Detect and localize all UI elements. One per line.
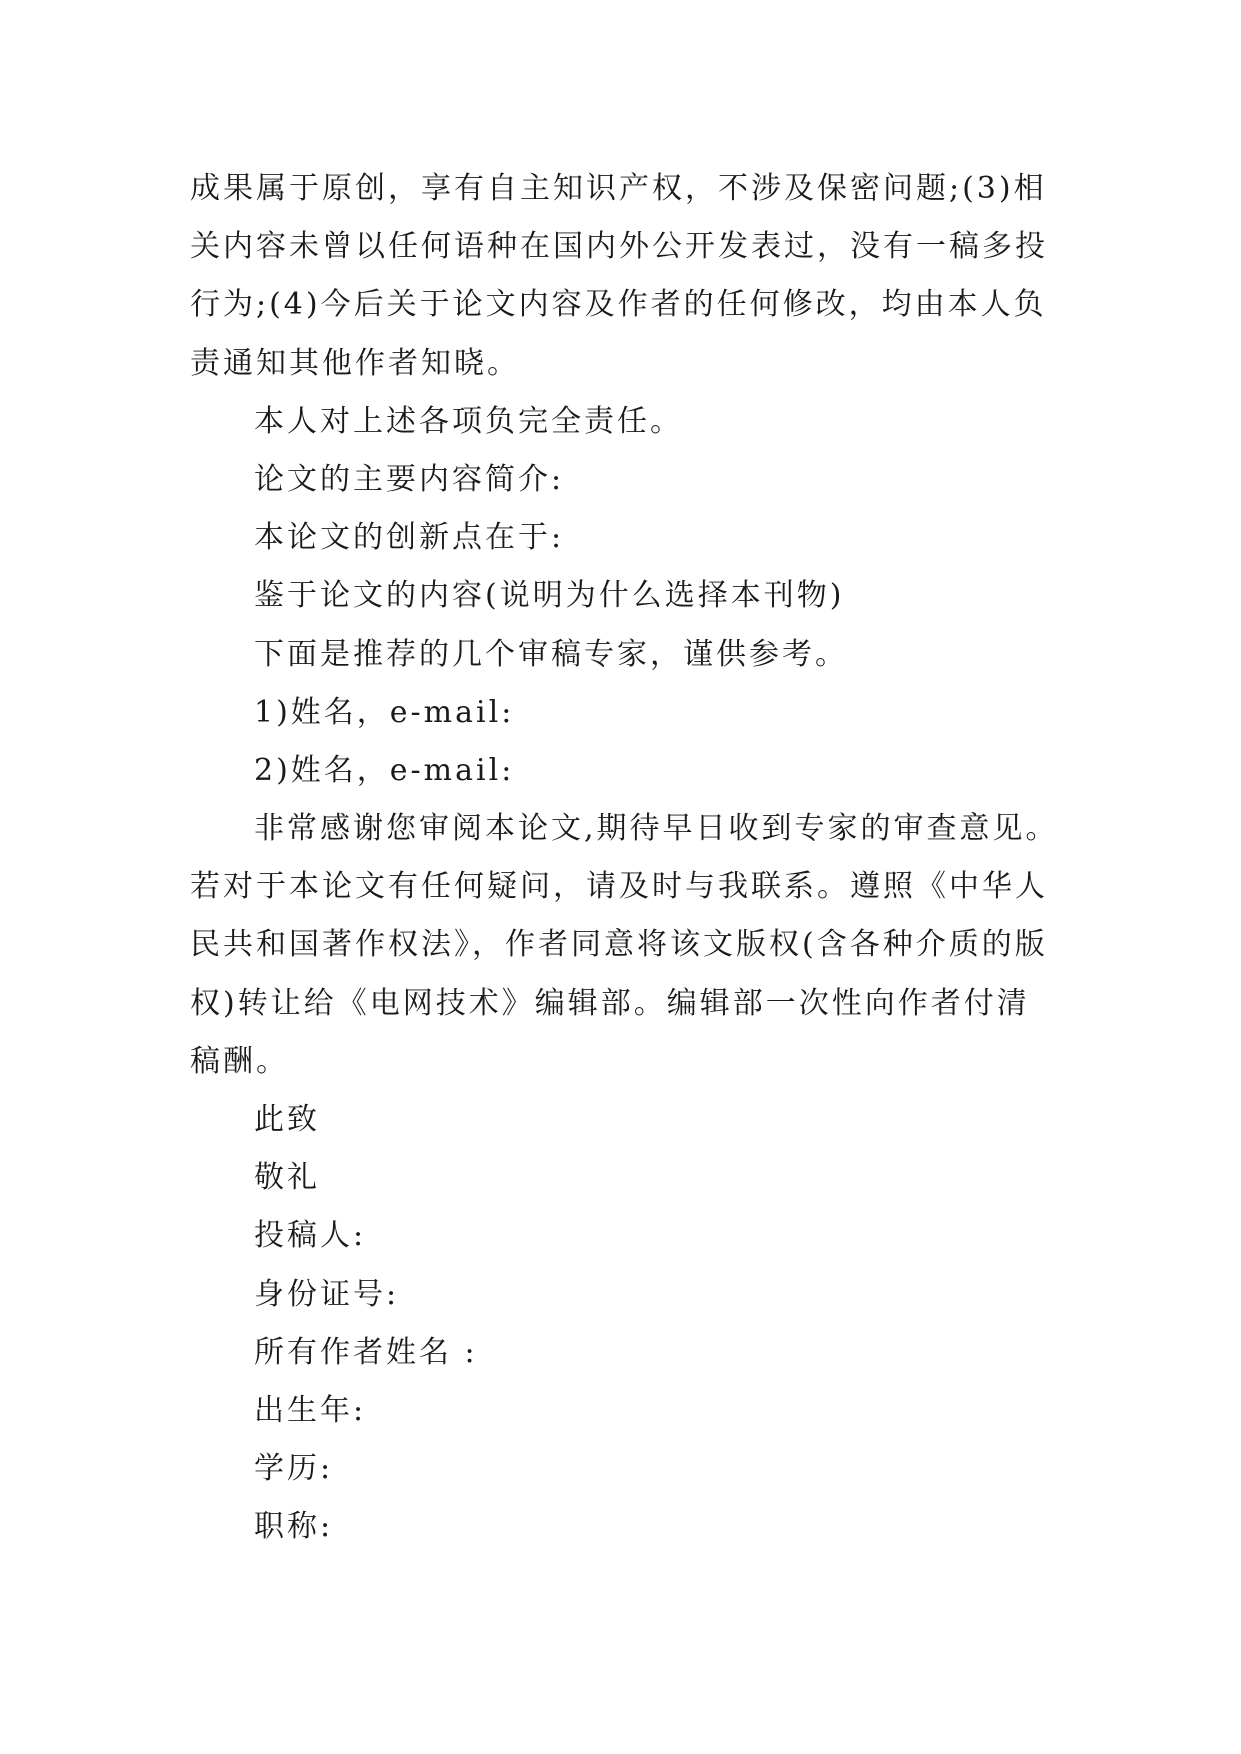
- responsibility-statement: 本人对上述各项负完全责任。: [254, 403, 683, 439]
- field-id-number: 身份证号:: [254, 1276, 400, 1312]
- reviewer-2: 2)姓名，e-mail:: [254, 752, 515, 788]
- field-submitter: 投稿人:: [254, 1218, 367, 1254]
- paragraph-line: 行为;(4)今后关于论文内容及作者的任何修改，均由本人负: [190, 287, 1047, 323]
- paragraph-line: 成果属于原创，享有自主知识产权，不涉及保密问题;(3)相: [190, 171, 1047, 206]
- paragraph-line: 关内容未曾以任何语种在国内外公开发表过，没有一稿多投: [190, 229, 1048, 265]
- closing-regards: 敬礼: [254, 1160, 320, 1196]
- paragraph-line: 稿酬。: [190, 1043, 289, 1079]
- summary-label: 论文的主要内容简介:: [254, 461, 565, 497]
- document-page: [190, 160, 1059, 1557]
- closing-salutation: 此致: [254, 1102, 320, 1137]
- paragraph-line: 责通知其他作者知晓。: [190, 345, 520, 381]
- innovation-label: 本论文的创新点在于:: [254, 520, 565, 556]
- field-education: 学历:: [254, 1451, 334, 1487]
- field-birth-year: 出生年:: [254, 1392, 367, 1428]
- journal-reason-label: 鉴于论文的内容(说明为什么选择本刊物): [254, 578, 845, 614]
- paragraph-line: 非常感谢您审阅本论文,期待早日收到专家的审查意见。: [254, 811, 1059, 847]
- paragraph-line: 民共和国著作权法》，作者同意将该文版权(含各种介质的版: [190, 927, 1048, 963]
- paragraph-line: 权)转让给《电网技术》编辑部。编辑部一次性向作者付清: [190, 985, 1030, 1021]
- paragraph-line: 若对于本论文有任何疑问，请及时与我联系。遵照《中华人: [190, 869, 1048, 905]
- field-author-names: 所有作者姓名 :: [254, 1334, 478, 1370]
- reviewer-intro: 下面是推荐的几个审稿专家，谨供参考。: [254, 636, 848, 672]
- field-title: 职称:: [254, 1509, 334, 1545]
- reviewer-1: 1)姓名，e-mail:: [254, 694, 515, 730]
